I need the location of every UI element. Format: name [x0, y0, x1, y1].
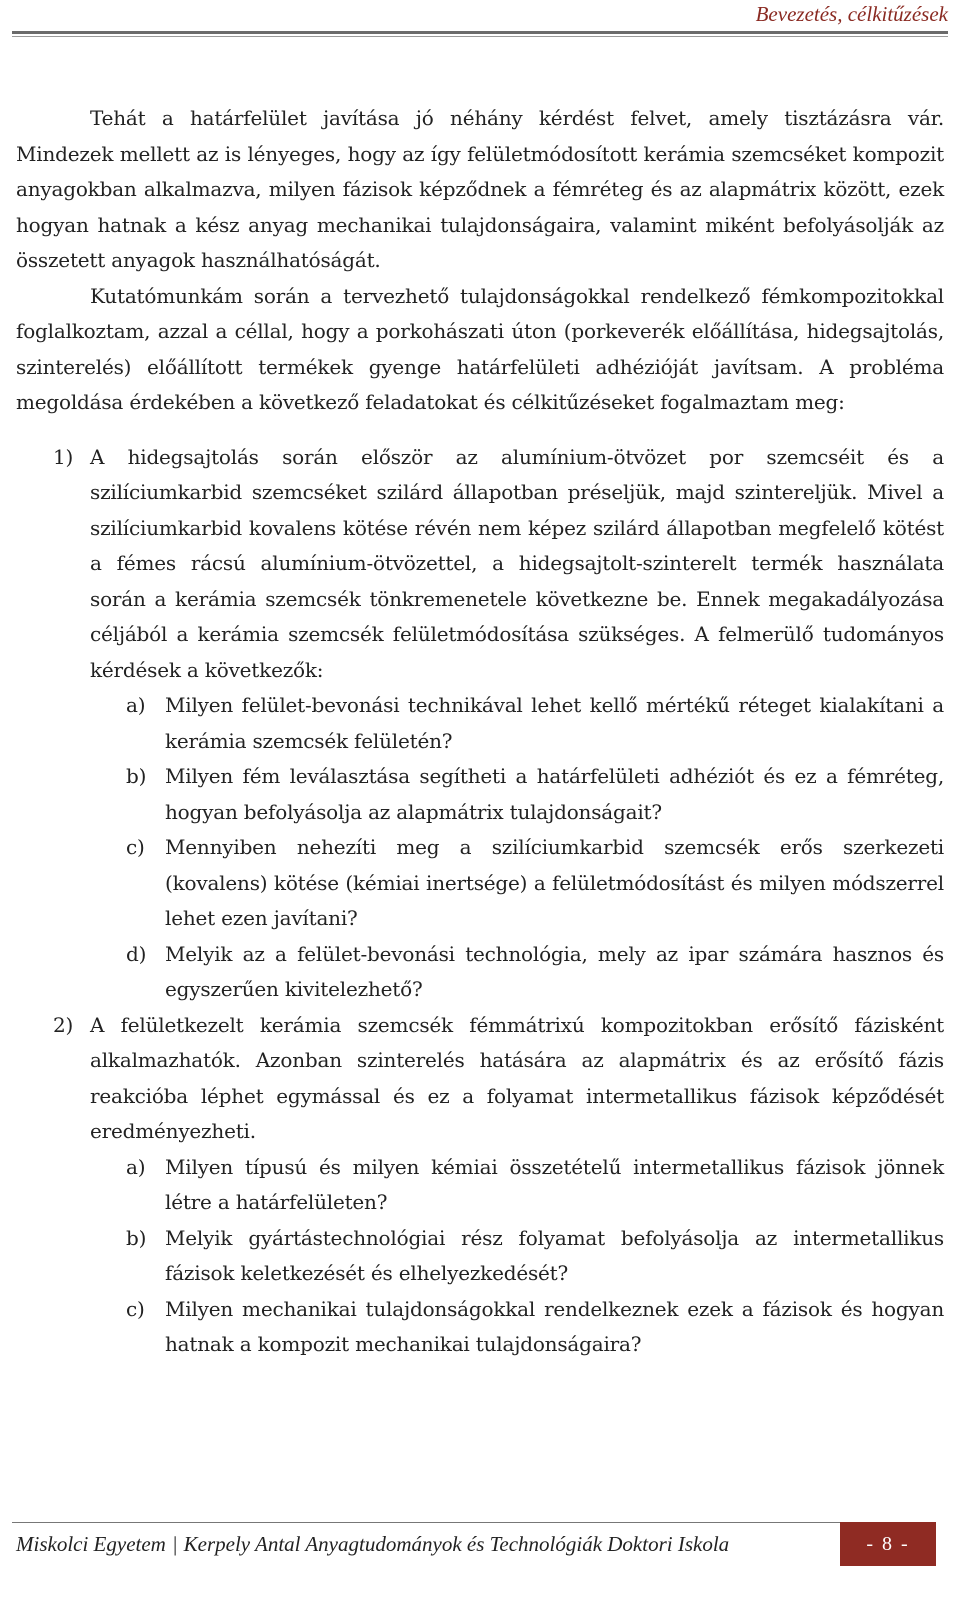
sub-question-letter: d): [126, 941, 147, 966]
sub-question-text: Milyen típusú és milyen kémiai összetételű intermetallikus fázisok jönnek létre a határfelületen?: [165, 1154, 944, 1214]
page-number: - 8 -: [840, 1522, 936, 1566]
objectives-list: [16, 440, 944, 1363]
sub-question-text: Milyen felület-bevonási technikával lehet kellő mértékű réteget kialakítani a kerámia szemcsék felületén?: [165, 693, 944, 753]
sub-question-text: Mennyiben nehezíti meg a szilíciumkarbid szemcsék erős szerkezeti (kovalens) kötése (kémiai inertsége) a felületmódosítást és milyen módszerrel lehet ezen javítani?: [165, 835, 944, 930]
sub-question: [90, 937, 944, 1008]
list-item-body: [90, 1008, 944, 1363]
sub-question-letter: b): [126, 1225, 147, 1250]
paragraph: Kutatómunkám során a tervezhető tulajdonságokkal rendelkező fémkompozitokkal foglalkoztam, azzal a céllal, hogy a porkohászati úton (porkeverék előállítása, hidegsajtolás, szinterelés) előállított termékek gyenge határfelületi adhézióját javítsam. A probléma megoldása érdekében a következő feladatokat és célkitűzéseket fogalmaztam meg:: [16, 283, 944, 414]
list-item-number: 1): [53, 444, 74, 469]
sub-question: [90, 830, 944, 937]
header-rule: [12, 31, 948, 34]
list-item-body: [90, 440, 944, 1008]
sub-question: [90, 1150, 944, 1221]
list-item: [16, 1008, 944, 1363]
paragraph: Tehát a határfelület javítása jó néhány kérdést felvet, amely tisztázásra vár. Mindezek mellett az is lényeges, hogy az így felületmódosított kerámia szemcséket kompozit anyagokban alkalmazva, milyen fázisok képződnek a fémréteg és az alapmátrix között, ezek hogyan hatnak a kész anyag mechanikai tulajdonságaira, valamint miként befolyásolják az összetett anyagok használhatóságát.: [16, 106, 944, 272]
footer-university: Miskolci Egyetem: [16, 1532, 166, 1556]
sub-question: [90, 759, 944, 830]
list-item: [16, 440, 944, 1008]
sub-question-text: Melyik az a felület-bevonási technológia, mely az ipar számára hasznos és egyszerűen kivitelezhető?: [165, 941, 944, 1001]
sub-question: [90, 1292, 944, 1363]
sub-question-text: Milyen mechanikai tulajdonságokkal rendelkeznek ezek a fázisok és hogyan hatnak a kompozit mechanikai tulajdonságaira?: [165, 1296, 944, 1356]
footer-separator: |: [171, 1532, 178, 1556]
sub-question-text: Melyik gyártástechnológiai rész folyamat befolyásolja az intermetallikus fázisok keletkezését és elhelyezkedését?: [165, 1225, 944, 1285]
footer-rule: [12, 1522, 854, 1523]
footer-text: [16, 1532, 729, 1557]
footer-school: Kerpely Antal Anyagtudományok és Technológiák Doktori Iskola: [183, 1532, 730, 1556]
sub-question-letter: c): [126, 835, 145, 859]
sub-question-letter: a): [126, 693, 146, 717]
list-item-text: A hidegsajtolás során először az alumínium-ötvözet por szemcséit és a szilíciumkarbid szemcséket szilárd állapotban préseljük, majd szintereljük. Mivel a szilíciumkarbid kovalens kötése révén nem képez szilárd állapotban megfelelő kötést a fémes rácsú alumínium-ötvözettel, a hidegsajtolt-szinterelt termék használata során a kerámia szemcsék tönkremenetele következne be. Ennek megakadályozása céljából a kerámia szemcsék felületmódosítása szükséges. A felmerülő tudományos kérdések a következők:: [90, 444, 944, 682]
sub-question-letter: b): [126, 764, 147, 788]
sub-question-letter: a): [126, 1154, 146, 1179]
list-item-number: 2): [53, 1012, 74, 1037]
document-body: [16, 101, 944, 1363]
sub-question: [90, 688, 944, 759]
header-rule-thin: [12, 36, 948, 37]
sub-question: [90, 1221, 944, 1292]
sub-question-letter: c): [126, 1296, 145, 1321]
list-item-text: A felületkezelt kerámia szemcsék fémmátrixú kompozitokban erősítő fázisként alkalmazhatók. Azonban szinterelés hatására az alapmátrix és az erősítő fázis reakcióba léphet egymással és ez a folyamat intermetallikus fázisok képződését eredményezheti.: [90, 1012, 944, 1143]
running-header-title: Bevezetés, célkitűzések: [755, 2, 948, 26]
sub-question-text: Milyen fém leválasztása segítheti a határfelületi adhéziót és ez a fémréteg, hogyan befolyásolja az alapmátrix tulajdonságait?: [165, 764, 944, 824]
